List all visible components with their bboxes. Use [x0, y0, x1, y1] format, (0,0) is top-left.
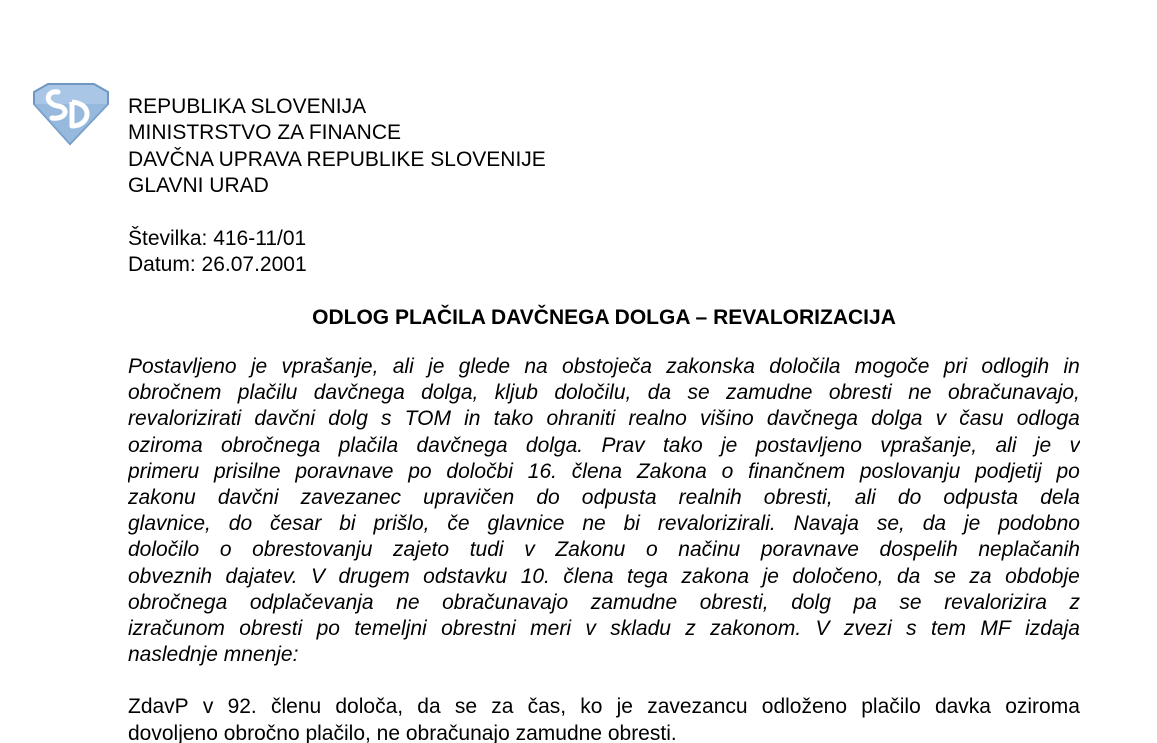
letterhead-line: GLAVNI URAD: [128, 173, 269, 197]
document-body: [128, 354, 1080, 743]
letterhead-line: DAVČNA UPRAVA REPUBLIKE SLOVENIJE: [128, 147, 546, 171]
text-line: obročnega odplačevanja ne obračunavajo zamudne obresti, dolg pa se revalorizira z: [128, 590, 1080, 614]
text-line: primeru prisilne poravnave po določbi 16. člena Zakona o finančnem poslovanju podjetij po: [128, 459, 1080, 483]
text-line: naslednje mnenje:: [128, 643, 299, 667]
text-line: ZdavP v 92. členu določa, da se za čas, ko je zavezancu odloženo plačilo davka oziroma: [128, 695, 1080, 719]
document-meta: [128, 226, 307, 279]
text-line: glavnice, do česar bi prišlo, če glavnice ne bi revalorizirali. Navaja se, da je podobno: [128, 512, 1080, 536]
answer-paragraph: [128, 694, 1080, 743]
text-line: izračunom obresti po temeljni obrestni meri v skladu z zakonom. V zvezi s tem MF izdaja: [128, 616, 1080, 640]
letterhead: [128, 94, 546, 199]
text-line: dovoljeno obročno plačilo, ne obračunajo zamudne obresti.: [128, 721, 677, 743]
letterhead-line: REPUBLIKA SLOVENIJA: [128, 95, 367, 118]
text-line: zakonu davčni zavezanec upravičen do odpusta realnih obresti, ali do odpusta dela: [128, 485, 1080, 509]
document-title: ODLOG PLAČILA DAVČNEGA DOLGA – REVALORIZACIJA: [312, 306, 896, 329]
document-date: Datum: 26.07.2001: [128, 253, 307, 277]
paragraph-spacer: [128, 668, 1080, 694]
text-line: obročnem plačilu davčnega dolga, kljub določilu, da se zamudne obresti ne obračunavajo,: [128, 381, 1080, 405]
text-line: Postavljeno je vprašanje, ali je glede na obstoječa zakonska določila mogoče pri odlogih in: [128, 355, 1080, 378]
text-line: revalorizirati davčni dolg s TOM in tako ohraniti realno višino davčnega dolga v času odloga: [128, 407, 1080, 431]
durs-logo-icon: [28, 80, 112, 148]
text-line: obveznih dajatev. V drugem odstavku 10. člena tega zakona je določeno, da se za obdobje: [128, 564, 1080, 588]
text-line: oziroma obročnega plačila davčnega dolga. Prav tako je postavljeno vprašanje, ali je v: [128, 433, 1080, 457]
letterhead-line: MINISTRSTVO ZA FINANCE: [128, 121, 402, 145]
document-number: Številka: 416-11/01: [128, 227, 307, 250]
question-paragraph: [128, 354, 1080, 668]
text-line: določilo o obrestovanju zajeto tudi v Zakonu o načinu poravnave dospelih neplačanih: [128, 538, 1080, 562]
